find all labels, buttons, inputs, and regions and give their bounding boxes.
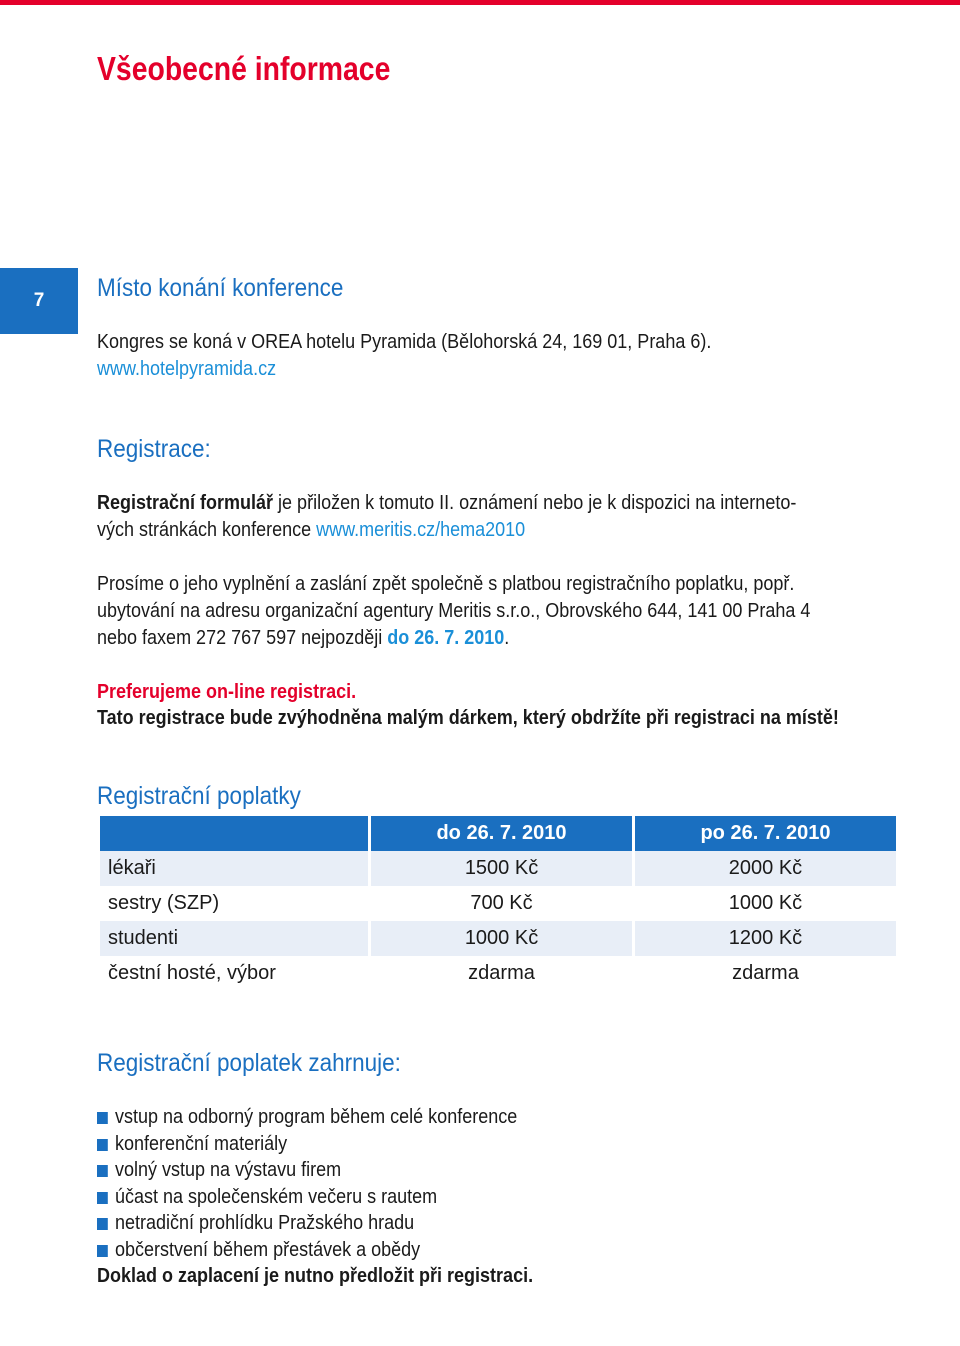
list-item <box>97 1104 533 1131</box>
table-row <box>100 956 896 991</box>
table-row <box>100 921 896 956</box>
venue-heading: Místo konání konference <box>97 274 344 302</box>
square-bullet-icon <box>97 1165 108 1177</box>
fee-late: 2000 Kč <box>632 851 896 886</box>
list-item-label: účast na společenském večeru s rautem <box>115 1185 438 1208</box>
venue-text: Kongres se koná v OREA hotelu Pyramida (Bělohorská 24, 169 01, Praha 6). <box>97 331 712 353</box>
list-item <box>97 1157 533 1184</box>
fee-early: 1500 Kč <box>368 851 632 886</box>
fee-late: 1000 Kč <box>632 886 896 921</box>
page-number-badge <box>0 268 78 334</box>
fees-table <box>100 816 896 991</box>
fees-col-category <box>100 816 368 851</box>
includes-heading: Registrační poplatek zahrnuje: <box>97 1049 401 1077</box>
list-item <box>97 1210 533 1237</box>
registration-line-1 <box>97 490 796 516</box>
conference-link[interactable]: www.meritis.cz/hema2010 <box>316 519 526 541</box>
fees-col-late: po 26. 7. 2010 <box>632 816 896 851</box>
list-item <box>97 1237 533 1264</box>
venue-link-line <box>97 356 276 382</box>
fee-early: 1000 Kč <box>368 921 632 956</box>
registration-form-label: Registrační formulář <box>97 492 274 514</box>
payment-proof-note: Doklad o zaplacení je nutno předložit při registraci. <box>97 1265 534 1287</box>
registration-deadline-date: do 26. 7. 2010 <box>387 627 505 649</box>
includes-list <box>97 1104 582 1290</box>
registration-p2-line-3 <box>97 625 509 651</box>
table-row <box>100 886 896 921</box>
fee-late: 1200 Kč <box>632 921 896 956</box>
list-item-label: vstup na odborný program během celé konference <box>115 1106 518 1128</box>
top-accent-bar <box>0 0 960 5</box>
bonus-note: Tato registrace bude zvýhodněna malým dárkem, který obdržíte při registraci na místě! <box>97 707 839 729</box>
square-bullet-icon <box>97 1192 108 1204</box>
page-number: 7 <box>33 290 45 311</box>
list-item-label: konferenční materiály <box>115 1132 288 1155</box>
registration-line-2-text: vých stránkách konference <box>97 519 317 541</box>
fee-category: studenti <box>100 921 368 956</box>
hotel-link[interactable]: www.hotelpyramida.cz <box>97 358 277 380</box>
registration-line-2 <box>97 517 525 543</box>
fees-table-header <box>100 816 896 851</box>
registration-line-1-text: je přiložen k tomuto II. oznámení nebo je k dispozici na interneto- <box>273 492 797 514</box>
square-bullet-icon <box>97 1218 108 1230</box>
fee-category: sestry (SZP) <box>100 886 368 921</box>
registration-deadline-text: nebo faxem 272 767 597 nejpozději <box>97 627 388 649</box>
fee-category: lékaři <box>100 851 368 886</box>
square-bullet-icon <box>97 1112 108 1124</box>
list-item-label: netradiční prohlídku Pražského hradu <box>115 1212 415 1234</box>
registration-p2-line-1: Prosíme o jeho vyplnění a zaslání zpět společně s platbou registračního poplatku, popř. <box>97 573 795 595</box>
fee-early: zdarma <box>368 956 632 991</box>
list-item <box>97 1184 533 1211</box>
list-item <box>97 1131 533 1158</box>
fees-heading: Registrační poplatky <box>97 782 301 810</box>
list-item-label: volný vstup na výstavu firem <box>115 1159 342 1181</box>
registration-heading: Registrace: <box>97 435 211 463</box>
registration-deadline-end: . <box>504 627 510 649</box>
fee-early: 700 Kč <box>368 886 632 921</box>
square-bullet-icon <box>97 1139 108 1151</box>
square-bullet-icon <box>97 1245 108 1257</box>
page-title: Všeobecné informace <box>97 50 391 87</box>
fees-col-early: do 26. 7. 2010 <box>368 816 632 851</box>
registration-p2-line-2: ubytování na adresu organizační agentury Meritis s.r.o., Obrovského 644, 141 00 Praha 4 <box>97 600 811 622</box>
list-item-label: občerstvení během přestávek a obědy <box>115 1238 421 1261</box>
prefer-online-note: Preferujeme on-line registraci. <box>97 681 357 703</box>
table-row <box>100 851 896 886</box>
fee-late: zdarma <box>632 956 896 991</box>
fee-category: čestní hosté, výbor <box>100 956 368 991</box>
